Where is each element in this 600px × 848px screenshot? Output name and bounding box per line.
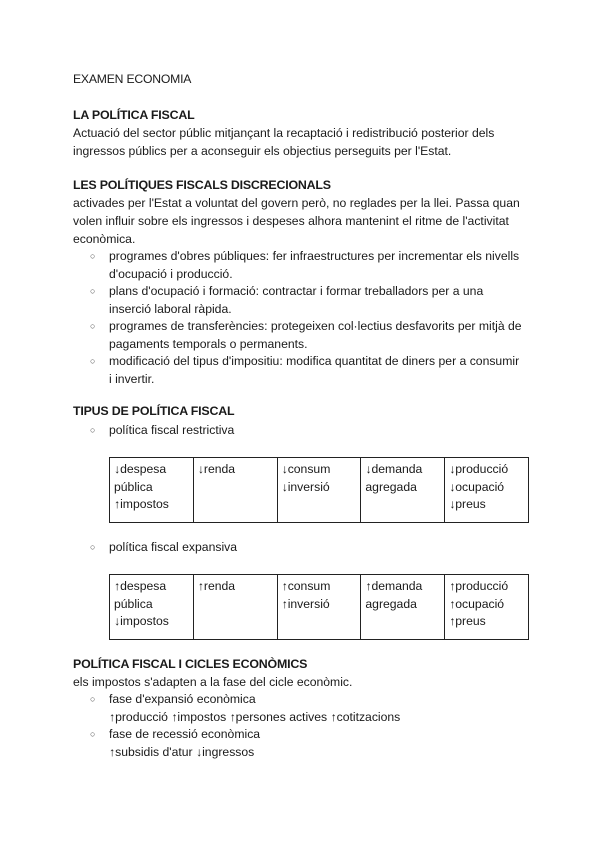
list-item-line: plans d'ocupació i formació: contractar i formar treballadors per a una: [109, 284, 484, 298]
list-item: [73, 283, 543, 318]
cell-line: ↓inversió: [281, 479, 330, 494]
cell-line: pública: [114, 479, 153, 494]
circle-bullet-icon: ○: [90, 729, 96, 739]
discrecionals-list: [73, 248, 543, 388]
cell-line: agregada: [365, 479, 417, 494]
cell-line: ↓impostos: [114, 614, 169, 628]
list-item: [73, 248, 543, 283]
cell-line: ↓ocupació: [449, 479, 505, 494]
list-item-line: ↑subsidis d'atur ↓ingressos: [109, 744, 255, 759]
expansive-policy-table: [109, 574, 529, 640]
table-row: [110, 458, 529, 523]
cell-line: ↓preus: [449, 497, 486, 511]
table-cell: [445, 458, 529, 523]
list-item: [73, 726, 543, 761]
circle-bullet-icon: ○: [90, 542, 96, 552]
cell-line: ↑impostos: [114, 497, 169, 511]
list-item-line: programes de transferències: protegeixen col·lectius desfavorits per mitjà de: [109, 319, 522, 333]
table-cell: [193, 458, 277, 523]
paragraph-line: els impostos s'adapten a la fase del cicle econòmic.: [73, 675, 353, 689]
paragraph-line: volen influir sobre els ingressos i despeses alhora mantenint el ritme de l'activitat: [73, 214, 509, 228]
list-item: [73, 691, 543, 726]
paragraph-line: econòmica.: [73, 232, 136, 246]
cell-line: ↓despesa: [114, 462, 167, 476]
list-item-line: ↑producció ↑impostos ↑persones actives ↑cotitzacions: [109, 709, 401, 724]
list-item-line: pagaments temporals o permanents.: [109, 336, 308, 351]
table-cell: [277, 575, 361, 640]
circle-bullet-icon: ○: [90, 321, 96, 331]
table-cell: [110, 575, 194, 640]
cell-line: ↑inversió: [281, 596, 330, 611]
paragraph-cicles: [73, 673, 352, 691]
table-cell: [445, 575, 529, 640]
heading-tipus-politica-fiscal: TIPUS DE POLÍTICA FISCAL: [73, 404, 235, 418]
expansive-label: política fiscal expansiva: [109, 540, 238, 554]
table-cell: [193, 575, 277, 640]
table-cell: [110, 458, 194, 523]
list-item: [73, 318, 543, 353]
cell-line: ↑despesa: [114, 579, 167, 593]
list-item: [73, 353, 543, 388]
paragraph-line: Actuació del sector públic mitjançant la recaptació i redistribució posterior dels: [73, 126, 495, 140]
cell-line: ↓demanda: [365, 462, 423, 476]
list-item-line: d'ocupació i producció.: [109, 266, 233, 281]
restrictive-label: política fiscal restrictiva: [109, 423, 235, 437]
cell-line: ↓producció: [449, 462, 509, 476]
list-item: [73, 422, 543, 440]
cell-line: ↑preus: [449, 614, 486, 628]
table-row: [110, 575, 529, 640]
cell-line: ↑renda: [197, 579, 236, 593]
heading-cicles-economics: POLÍTICA FISCAL I CICLES ECONÒMICS: [73, 657, 308, 671]
list-item-line: fase d'expansió econòmica: [109, 692, 256, 706]
table-cell: [277, 458, 361, 523]
cell-line: ↑producció: [449, 579, 509, 593]
expansive-label-list: [73, 539, 543, 557]
list-item: [73, 539, 543, 557]
restrictive-policy-table: [109, 457, 529, 523]
heading-la-politica-fiscal: LA POLÍTICA FISCAL: [73, 108, 195, 122]
list-item-line: fase de recessió econòmica: [109, 727, 261, 741]
heading-politiques-discrecionals: LES POLÍTIQUES FISCALS DISCRECIONALS: [73, 178, 331, 192]
circle-bullet-icon: ○: [90, 694, 96, 704]
paragraph-line: activades per l'Estat a voluntat del govern però, no reglades per la llei. Passa quan: [73, 196, 520, 210]
paragraph-line: ingressos públics per a aconseguir els objectius perseguits per l'Estat.: [73, 144, 452, 158]
circle-bullet-icon: ○: [90, 356, 96, 366]
cell-line: agregada: [365, 596, 417, 611]
list-item-line: programes d'obres públiques: fer infraestructures per incrementar els nivells: [109, 249, 520, 263]
cell-line: ↓renda: [197, 462, 236, 476]
document-title: EXAMEN ECONOMIA: [73, 72, 192, 86]
paragraph-politica-fiscal: [73, 124, 494, 160]
cell-line: ↑demanda: [365, 579, 423, 593]
list-item-line: i invertir.: [109, 371, 155, 386]
table-cell: [361, 458, 445, 523]
list-item-line: modificació del tipus d'impositiu: modifica quantitat de diners per a consumir: [109, 354, 520, 368]
circle-bullet-icon: ○: [90, 425, 96, 435]
table-cell: [361, 575, 445, 640]
paragraph-discrecionals: [73, 194, 520, 248]
cell-line: pública: [114, 596, 153, 611]
cell-line: ↑ocupació: [449, 596, 505, 611]
circle-bullet-icon: ○: [90, 286, 96, 296]
list-item-line: inserció laboral ràpida.: [109, 301, 232, 316]
restrictive-label-list: [73, 422, 543, 440]
cell-line: ↓consum: [281, 462, 331, 476]
cicles-list: [73, 691, 543, 761]
cell-line: ↑consum: [281, 579, 331, 593]
circle-bullet-icon: ○: [90, 251, 96, 261]
